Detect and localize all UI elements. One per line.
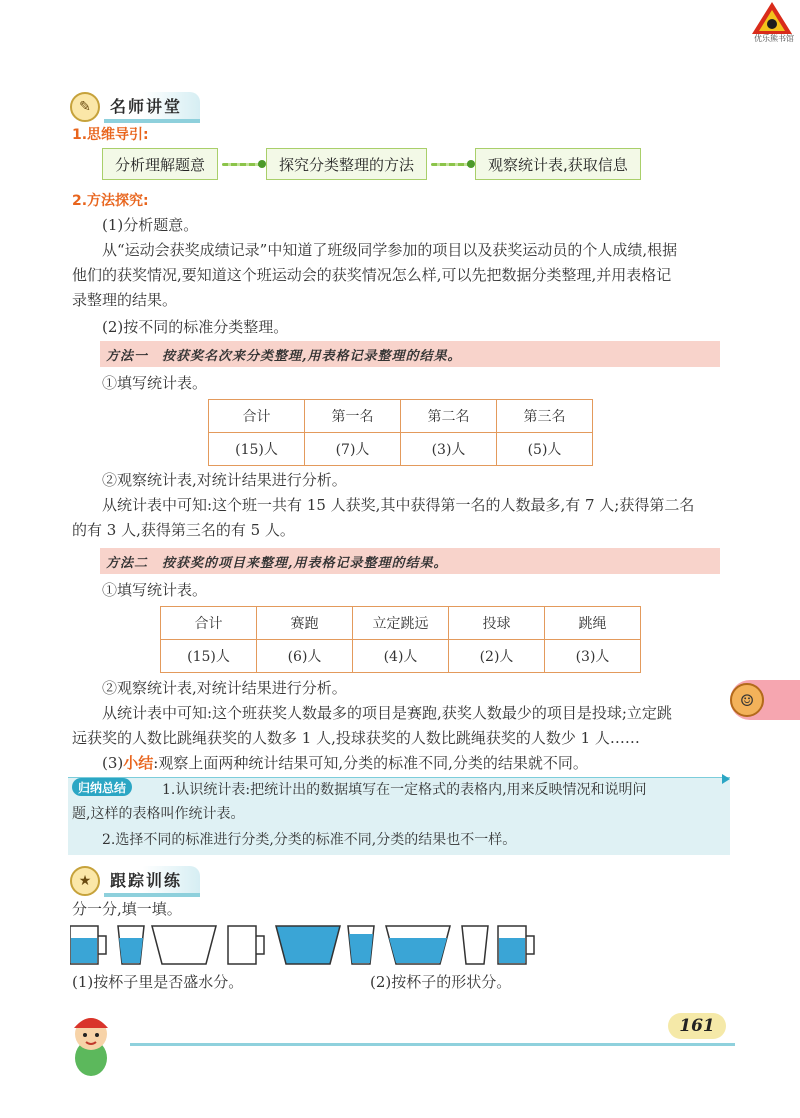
- method1-band: 方法一 按获奖名次来分类整理,用表格记录整理的结果。: [100, 341, 720, 367]
- method-heading: 2.方法探究:: [72, 193, 149, 209]
- cup-mug-water: [70, 926, 106, 964]
- cup-glass-water: [348, 926, 374, 964]
- step1-text-line3: 录整理的结果。: [72, 291, 178, 309]
- table-header-cell: 合计: [161, 607, 257, 640]
- method1-fill: ①填写统计表。: [102, 374, 208, 392]
- teacher-icon: ✎: [70, 92, 100, 122]
- table-cell: (15)人: [209, 433, 305, 466]
- section-header-practice: [70, 866, 200, 896]
- cups-illustration: [70, 924, 670, 968]
- flow-step-2: 探究分类整理的方法: [266, 148, 427, 180]
- table-header-cell: 投球: [449, 607, 545, 640]
- step1-label: (1)分析题意。: [102, 216, 199, 234]
- table-cell: (3)人: [401, 433, 497, 466]
- conclusion-label: 小结: [123, 754, 154, 772]
- table-header-row: [209, 400, 593, 433]
- flow-arrow-icon: [427, 159, 475, 169]
- footer-line: [130, 1043, 735, 1046]
- table-header-cell: 第三名: [497, 400, 593, 433]
- table-header-cell: 赛跑: [257, 607, 353, 640]
- guide-heading: 1.思维导引:: [72, 127, 149, 143]
- practice-instruction: 分一分,填一填。: [72, 900, 182, 918]
- logo-text: 优乐熊书馆: [754, 34, 794, 43]
- method1-analysis-2: 的有 3 人,获得第三名的有 5 人。: [72, 521, 295, 539]
- page-number: 161: [668, 1013, 726, 1039]
- table-header-cell: 合计: [209, 400, 305, 433]
- conclusion-prefix: (3): [102, 754, 124, 772]
- flow-step-1: 分析理解题意: [102, 148, 218, 180]
- thinking-flow: [102, 146, 641, 182]
- step1-text-line2: 他们的获奖情况,要知道这个班运动会的获奖情况怎么样,可以先把数据分类整理,并用表格记: [72, 266, 672, 284]
- flow-step-3: 观察统计表,获取信息: [475, 148, 641, 180]
- cup-bowl-empty: [152, 926, 216, 964]
- table-header-cell: 第一名: [305, 400, 401, 433]
- summary-badge: 归纳总结: [72, 778, 132, 796]
- question-2: (2)按杯子的形状分。: [370, 973, 512, 991]
- step1-text-l3: [72, 288, 732, 313]
- cup-glass-empty: [462, 926, 488, 964]
- table-cell: (6)人: [257, 640, 353, 673]
- step1-text: [72, 238, 732, 263]
- flow-arrow-icon: [218, 159, 266, 169]
- cup-glass-water: [118, 926, 144, 964]
- cup-mug-empty: [228, 926, 264, 964]
- section-title: 名师讲堂: [104, 92, 200, 123]
- step2-heading: [72, 315, 732, 340]
- step1-text-l2: [72, 263, 732, 288]
- mascot-icon: [62, 1008, 120, 1078]
- table-cell: (4)人: [353, 640, 449, 673]
- cup-bowl-water: [386, 926, 450, 964]
- method2-analysis-1: 从统计表中可知:这个班获奖人数最多的项目是赛跑,获奖人数最少的项目是投球;立定跳: [102, 704, 672, 722]
- step2-label: (2)按不同的标准分类整理。: [102, 318, 289, 336]
- step1-text-line1: 从“运动会获奖成绩记录”中知道了班级同学参加的项目以及获奖运动员的个人成绩,根据: [102, 241, 678, 259]
- method1-observe: ②观察统计表,对统计结果进行分析。: [102, 471, 347, 489]
- table-cell: (5)人: [497, 433, 593, 466]
- method2-fill: ①填写统计表。: [102, 581, 208, 599]
- cup-mug-water: [498, 926, 534, 964]
- method2-analysis-2: 远获奖的人数比跳绳获奖的人数多 1 人,投球获奖的人数比跳绳获奖的人数少 1 人……: [72, 729, 640, 747]
- table-cell: (7)人: [305, 433, 401, 466]
- section-title: 跟踪训练: [104, 866, 200, 897]
- conclusion: [72, 751, 732, 776]
- monkey-icon: ☺: [730, 683, 764, 717]
- step1-heading: [72, 213, 732, 238]
- summary-line-2: 题,这样的表格叫作统计表。: [72, 806, 245, 822]
- trophy-icon: ★: [70, 866, 100, 896]
- cup-bowl-water: [276, 926, 340, 964]
- table-by-event: [160, 606, 641, 673]
- table-by-rank: [208, 399, 593, 466]
- section-header-teacher: [70, 92, 200, 122]
- table-cell: (15)人: [161, 640, 257, 673]
- table-header-cell: 立定跳远: [353, 607, 449, 640]
- table-header-cell: 跳绳: [545, 607, 641, 640]
- table-row: [209, 433, 593, 466]
- summary-line-1: 1.认识统计表:把统计出的数据填写在一定格式的表格内,用来反映情况和说明问: [162, 782, 647, 798]
- conclusion-text: :观察上面两种统计结果可知,分类的标准不同,分类的结果就不同。: [153, 754, 588, 772]
- question-1: (1)按杯子里是否盛水分。: [72, 973, 244, 991]
- table-cell: (3)人: [545, 640, 641, 673]
- method2-band: 方法二 按获奖的项目来整理,用表格记录整理的结果。: [100, 548, 720, 574]
- table-cell: (2)人: [449, 640, 545, 673]
- method2-observe: ②观察统计表,对统计结果进行分析。: [102, 679, 347, 697]
- table-header-cell: 第二名: [401, 400, 497, 433]
- method1-analysis-1: 从统计表中可知:这个班一共有 15 人获奖,其中获得第一名的人数最多,有 7 人;获得第二名: [102, 496, 695, 514]
- table-header-row: [161, 607, 641, 640]
- summary-line-3: 2.选择不同的标准进行分类,分类的标准不同,分类的结果也不一样。: [102, 832, 517, 848]
- table-row: [161, 640, 641, 673]
